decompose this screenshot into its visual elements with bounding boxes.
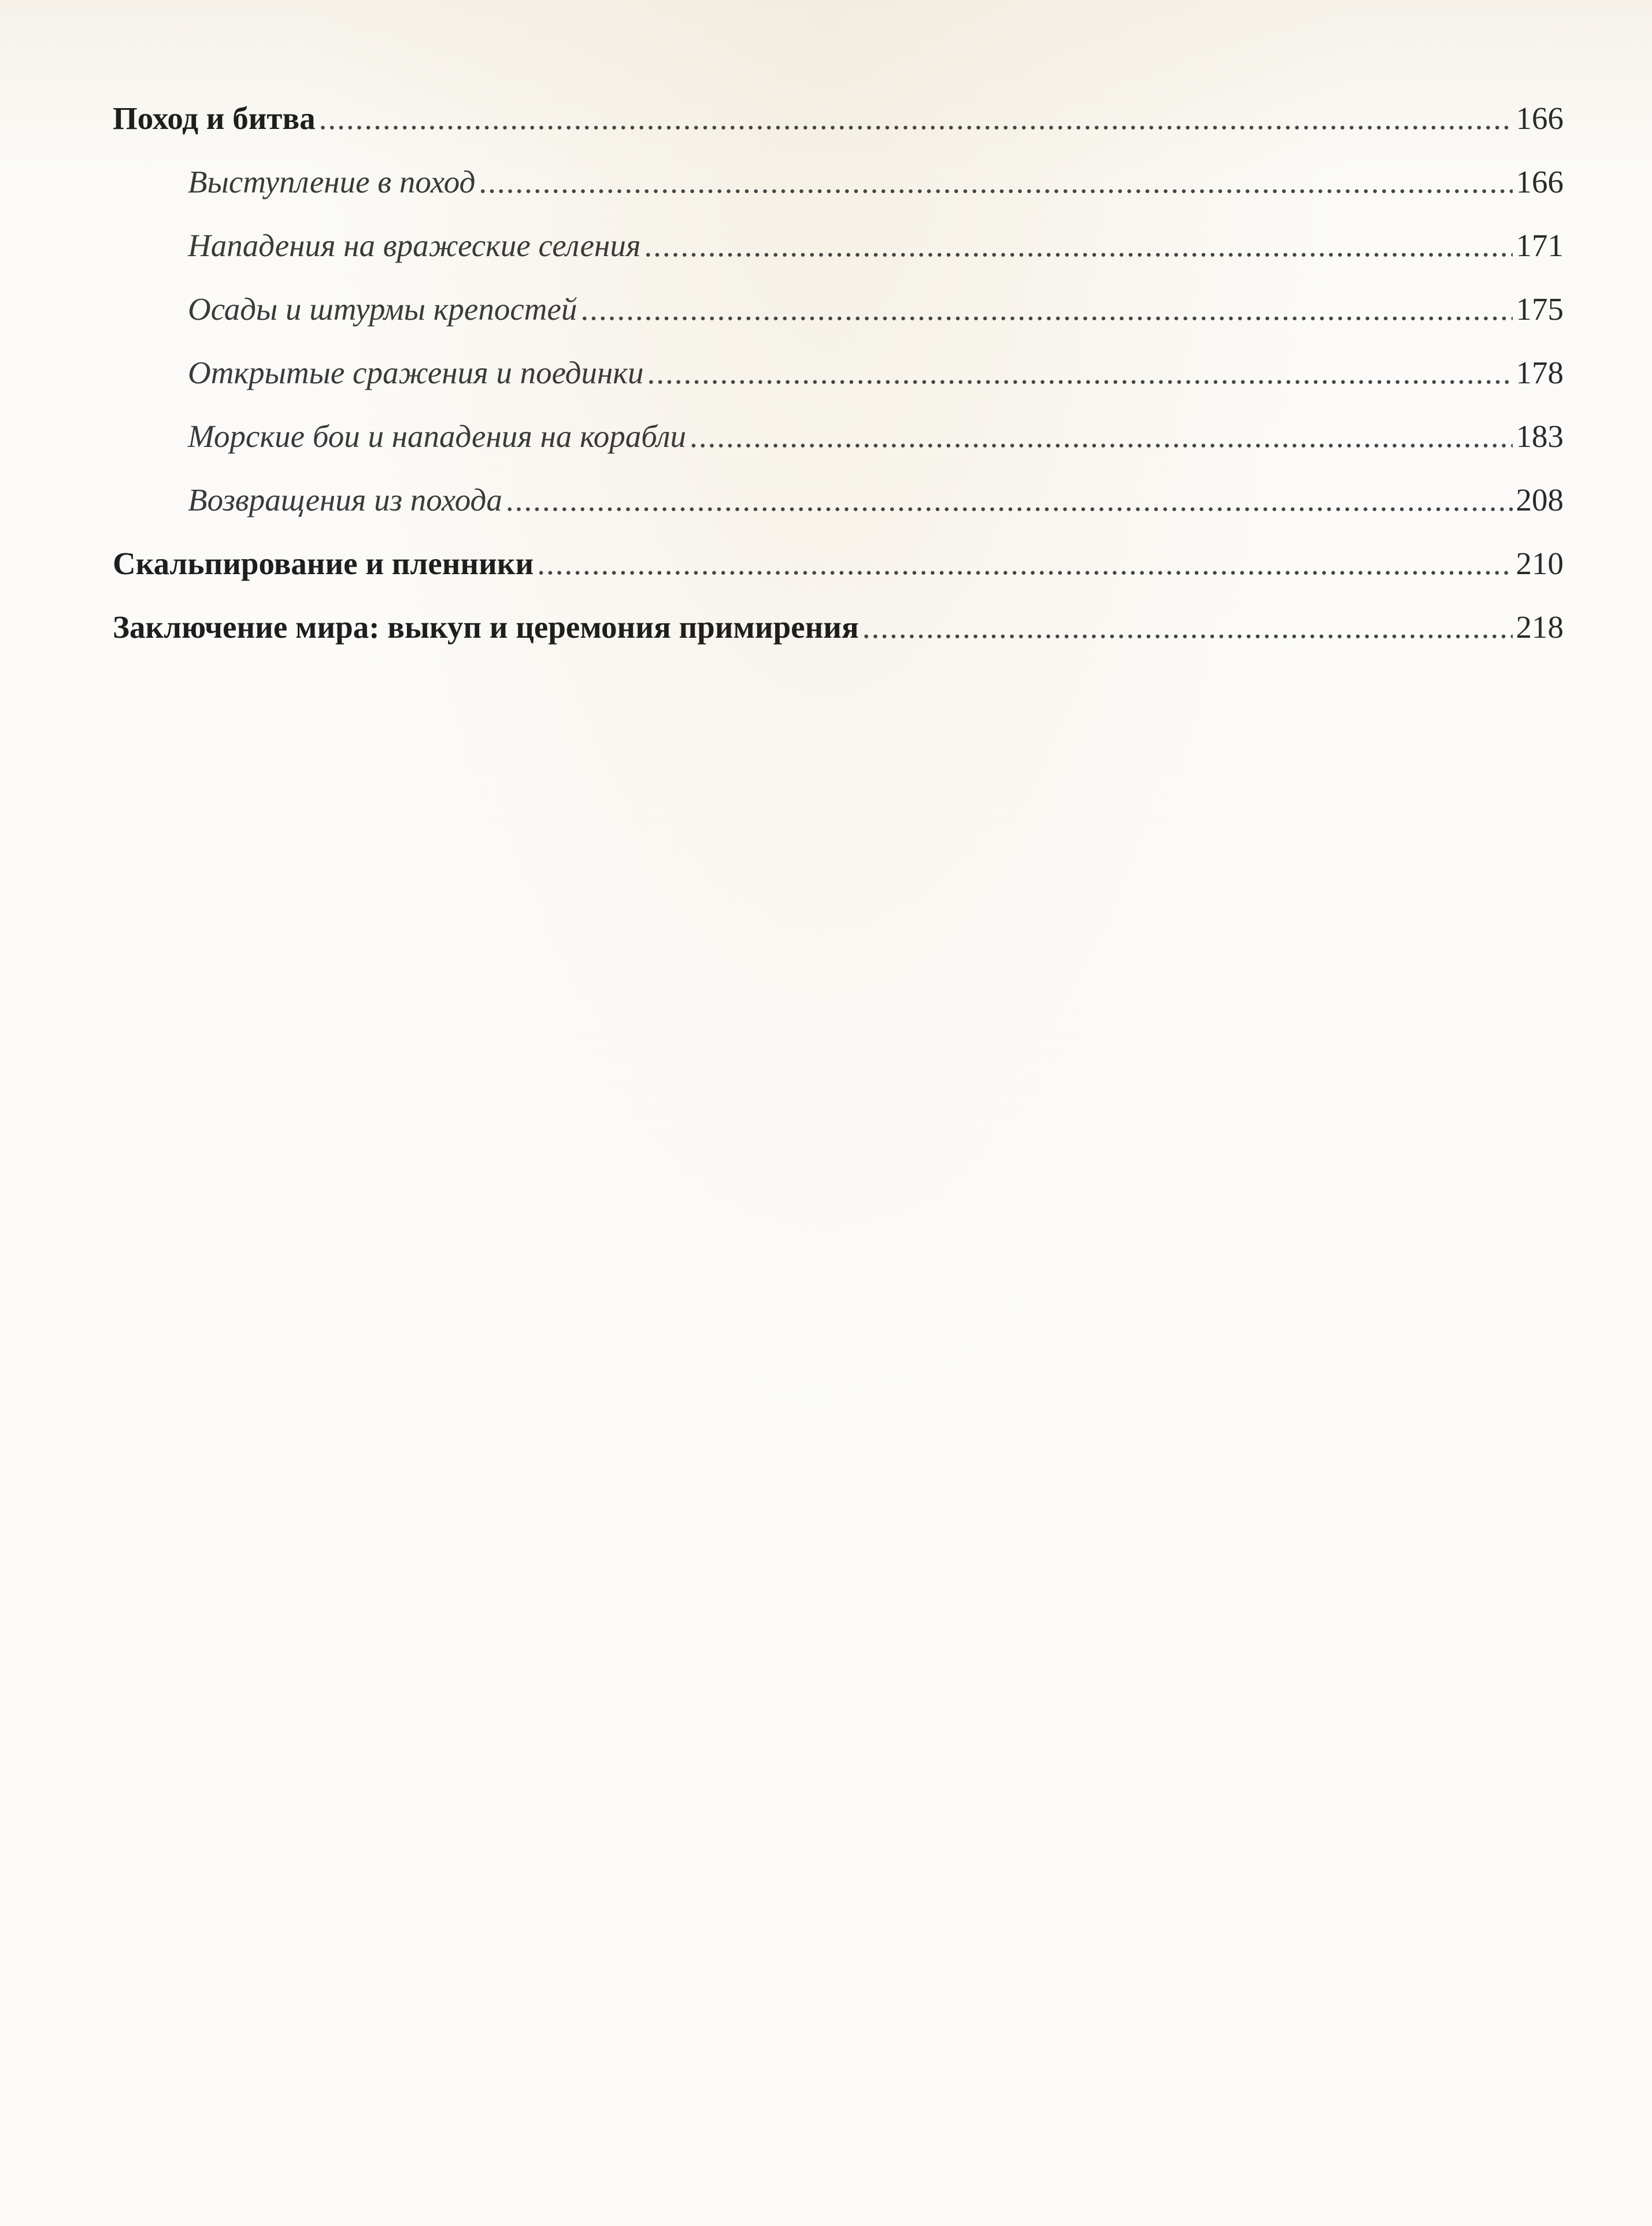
toc-entry-chapter bbox=[113, 596, 1564, 659]
dot-leader bbox=[862, 596, 1513, 659]
dot-leader bbox=[644, 214, 1512, 278]
toc-entry-section bbox=[113, 468, 1564, 532]
toc-entry-title: Выступление в поход bbox=[188, 164, 476, 199]
toc-entry-page: 178 bbox=[1516, 355, 1564, 390]
toc-entry-title: Морские бои и нападения на корабли bbox=[188, 419, 687, 454]
toc-entry-page: 210 bbox=[1516, 546, 1564, 581]
toc-entry-title: Открытые сражения и поединки bbox=[188, 355, 644, 390]
toc-entry-title: Поход и битва bbox=[113, 101, 316, 136]
toc-entry-page: 218 bbox=[1516, 609, 1564, 645]
toc-entry-chapter bbox=[113, 87, 1564, 150]
toc-entry-page: 208 bbox=[1516, 482, 1564, 517]
toc-entry-title: Осады и штурмы крепостей bbox=[188, 291, 577, 327]
table-of-contents bbox=[113, 87, 1564, 659]
toc-entry-title: Нападения на вражеские селения bbox=[188, 228, 641, 263]
toc-entry-title: Скальпирование и пленники bbox=[113, 546, 534, 581]
toc-entry-section bbox=[113, 214, 1564, 278]
toc-entry-title: Возвращения из похода bbox=[188, 482, 502, 517]
dot-leader bbox=[506, 468, 1513, 532]
toc-entry-page: 171 bbox=[1516, 228, 1564, 263]
dot-leader bbox=[647, 341, 1513, 405]
toc-entry-page: 166 bbox=[1516, 101, 1564, 136]
toc-entry-section bbox=[113, 278, 1564, 341]
toc-entry-section bbox=[113, 150, 1564, 214]
dot-leader bbox=[479, 150, 1512, 214]
toc-entry-section bbox=[113, 341, 1564, 405]
toc-entry-page: 175 bbox=[1516, 291, 1564, 327]
toc-entry-title: Заключение мира: выкуп и церемония примирения bbox=[113, 609, 859, 645]
toc-entry-section bbox=[113, 405, 1564, 468]
toc-entry-page: 183 bbox=[1516, 419, 1564, 454]
dot-leader bbox=[319, 87, 1513, 150]
dot-leader bbox=[580, 278, 1512, 341]
toc-entry-page: 166 bbox=[1516, 164, 1564, 199]
dot-leader bbox=[537, 532, 1512, 596]
toc-entry-chapter bbox=[113, 532, 1564, 596]
dot-leader bbox=[690, 405, 1512, 468]
